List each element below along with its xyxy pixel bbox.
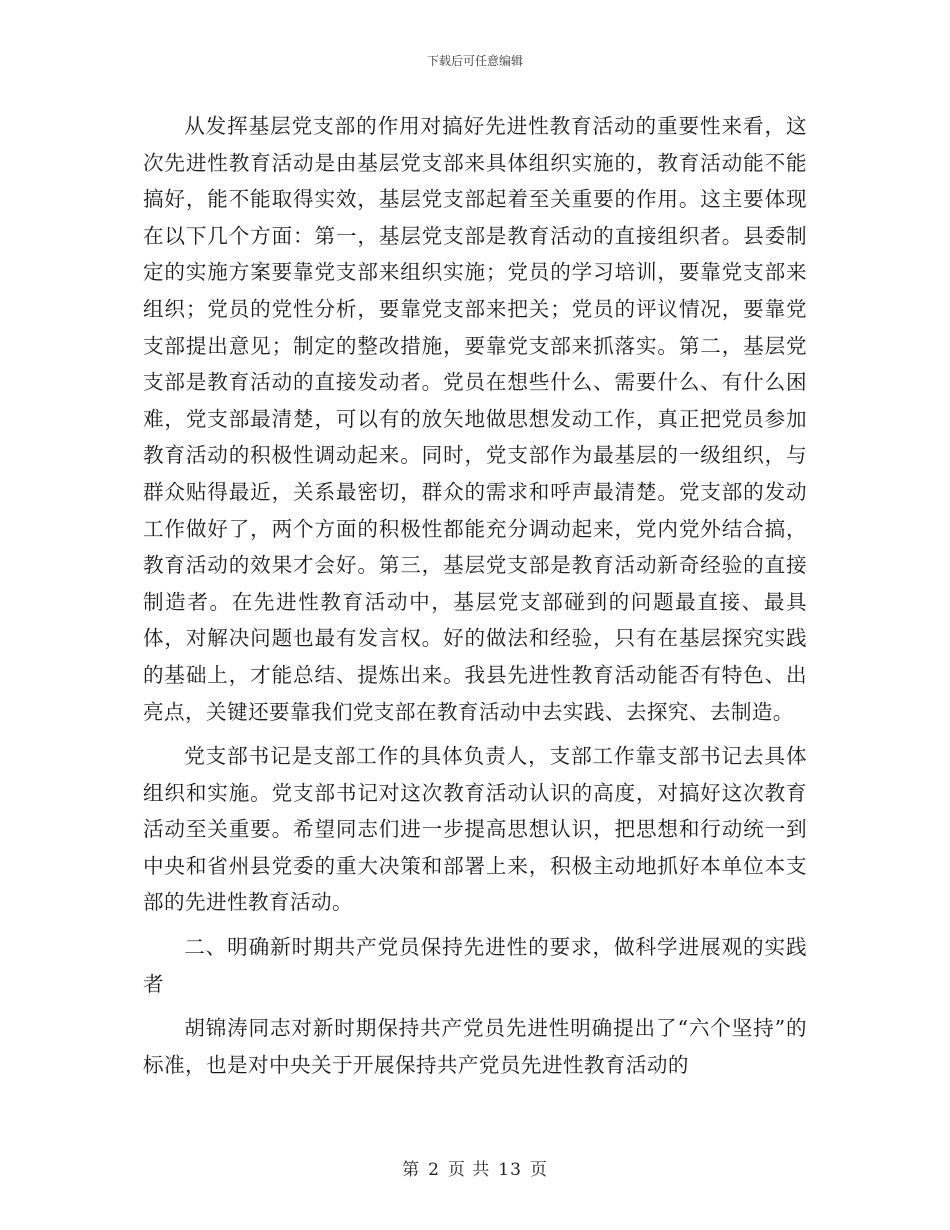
body-paragraph-2: 党支部书记是支部工作的具体负责人，支部工作靠支部书记去具体组织和实施。党支部书记对这次教育活动认识的高度，对搞好这次教育活动至关重要。希望同志们进一步提高思想认识，把思想和行动统一到中央和省州县党委的重大决策和部署上来，积极主动地抓好本单位本支部的先进性教育活动。 (143, 744, 807, 915)
body-paragraph-1: 从发挥基层党支部的作用对搞好先进性教育活动的重要性来看，这次先进性教育活动是由基层党支部来具体组织实施的，教育活动能不能搞好，能不能取得实效，基层党支部起着至关重要的作用。这主要体现在以下几个方面：第一，基层党支部是教育活动的直接组织者。县委制定的实施方案要靠党支部来组织实施；党员的学习培训，要靠党支部来组织；党员的党性分析，要靠党支部来把关；党员的评议情况，要靠党支部提出意见；制定的整改措施，要靠党支部来抓落实。第二，基层党支部是教育活动的直接发动者。党员在想些什么、需要什么、有什么困难，党支部最清楚，可以有的放矢地做思想发动工作，真正把党员参加教育活动的积极性调动起来。同时，党支部作为最基层的一级组织，与群众贴得最近，关系最密切，群众的需求和呼声最清楚。党支部的发动工作做好了，两个方面的积极性都能充分调动起来，党内党外结合搞，教育活动的效果才会好。第三，基层党支部是教育活动新奇经验的直接制造者。在先进性教育活动中，基层党支部碰到的问题最直接、最具体，对解决问题也最有发言权。好的做法和经验，只有在基层探究实践的基础上，才能总结、提炼出来。我县先进性教育活动能否有特色、出亮点，关键还要靠我们党支部在教育活动中去实践、去探究、去制造。 (143, 114, 807, 724)
page-header: 下载后可任意编辑 (426, 54, 523, 68)
footer-prefix: 第 (402, 1160, 421, 1180)
page-footer (0, 1155, 950, 1180)
footer-middle: 页 共 (447, 1160, 491, 1180)
total-page-count: 13 (498, 1160, 522, 1180)
footer-suffix: 页 (529, 1160, 548, 1180)
section-heading: 二、明确新时期共产党员保持先进性的要求，做科学进展观的实践者 (143, 935, 807, 996)
current-page-number: 2 (428, 1160, 440, 1180)
body-paragraph-3: 胡锦涛同志对新时期保持共产党员先进性明确提出了“六个坚持”的标准，也是对中央关于开展保持共产党员先进性教育活动的 (143, 1016, 807, 1077)
document-body (143, 108, 807, 1091)
